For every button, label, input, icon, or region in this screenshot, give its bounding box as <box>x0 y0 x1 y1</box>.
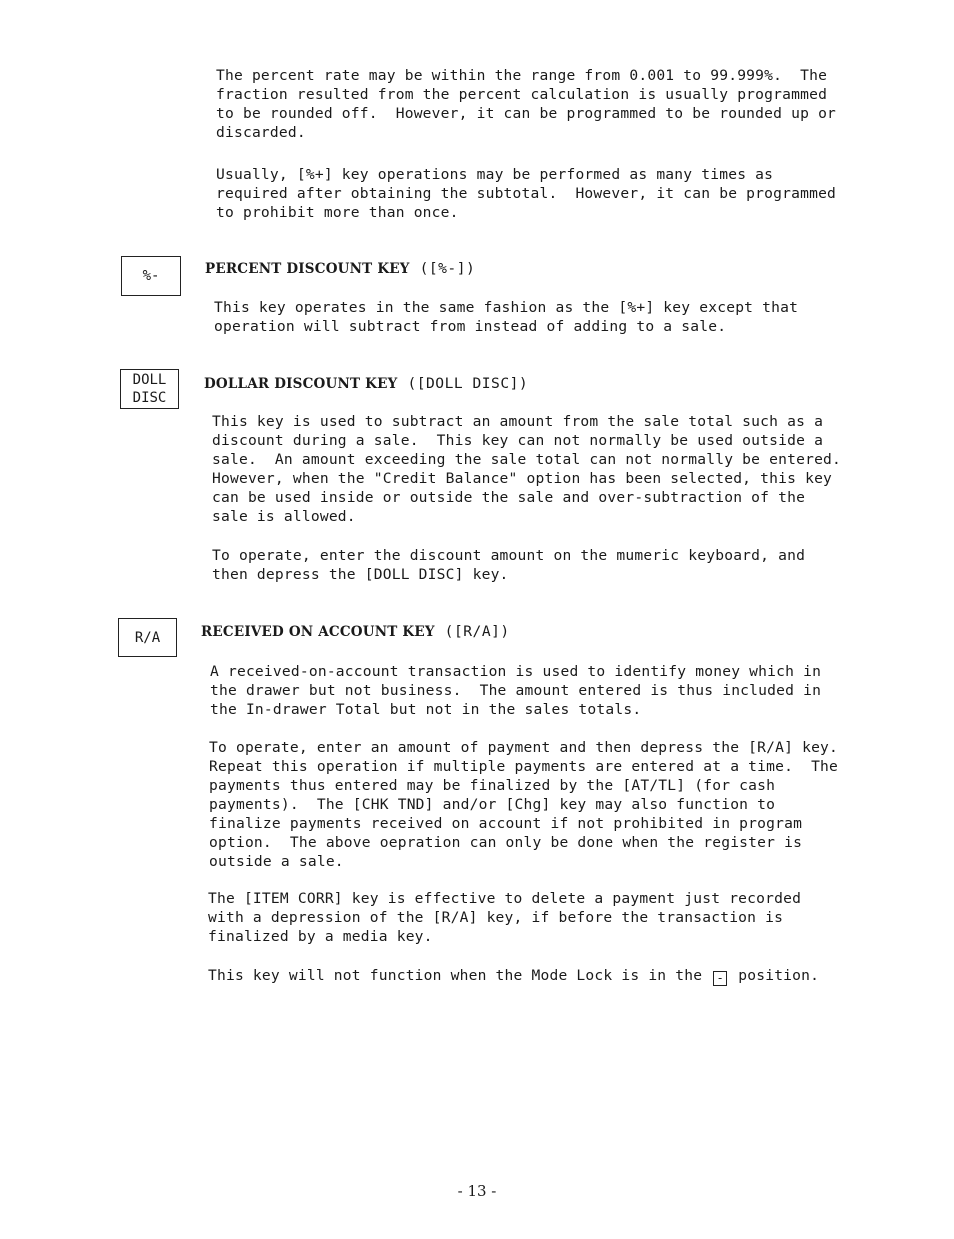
mode-lock-text-before: This key will not function when the Mode Lock is in the <box>208 967 703 984</box>
percent-discount-heading-key: ([%-]) <box>419 260 476 277</box>
dollar-discount-key-icon: DOLL DISC <box>120 369 179 409</box>
received-on-account-paragraph-2: To operate, enter an amount of payment and then depress the [R/A] key. Repeat this operation if multiple payments are entered at a time. The payments thus entered may be finalized by the [AT/TL] (for cash payments). The [CHK TND] and/or [Chg] key may also function to finalize payments received on account if not prohibited in program option. The above oepration can only be done when the register is outside a sale. <box>209 739 839 870</box>
intro-paragraph-2: Usually, [%+] key operations may be performed as many times as required after obtaining the subtotal. However, it can be programmed to prohibit more than once. <box>216 166 837 221</box>
received-on-account-paragraph-1: A received-on-account transaction is used to identify money which in the drawer but not business. The amount entered is thus included in the In-drawer Total but not in the sales totals. <box>210 663 822 718</box>
mode-lock-text-after: position. <box>738 967 820 984</box>
received-on-account-paragraph-4 <box>208 966 819 986</box>
dollar-discount-heading-title: DOLLAR DISCOUNT KEY <box>204 376 398 392</box>
received-on-account-paragraph-3: The [ITEM CORR] key is effective to delete a payment just recorded with a depression of the [R/A] key, if before the transaction is finalized by a media key. <box>208 890 802 945</box>
received-on-account-key-icon: R/A <box>118 618 177 657</box>
dollar-discount-paragraph-2: To operate, enter the discount amount on the mumeric keyboard, and then depress the [DOLL DISC] key. <box>212 547 806 583</box>
page-number: - 13 - <box>457 1182 497 1200</box>
percent-discount-heading-title: PERCENT DISCOUNT KEY <box>205 261 410 277</box>
intro-paragraph-1: The percent rate may be within the range from 0.001 to 99.999%. The fraction resulted from the percent calculation is usually programmed to be rounded off. However, it can be programmed to be rounded up or discarded. <box>216 67 837 141</box>
percent-discount-key-icon: %- <box>121 256 181 296</box>
mode-lock-minus-icon: - <box>713 971 727 986</box>
percent-discount-paragraph-1: This key operates in the same fashion as the [%+] key except that operation will subtract from instead of adding to a sale. <box>214 299 799 335</box>
dollar-discount-paragraph-1: This key is used to subtract an amount from the sale total such as a discount during a sale. This key can not normally be used outside a sale. An amount exceeding the sale total can not normally be entered. However, when the "Credit Balance" option has been selected, this key can be used inside or outside the sale and over-subtraction of the sale is allowed. <box>212 413 842 525</box>
dollar-discount-heading <box>204 374 528 394</box>
percent-discount-heading <box>205 259 475 279</box>
received-on-account-heading-key: ([R/A]) <box>444 623 510 640</box>
dollar-discount-heading-key: ([DOLL DISC]) <box>407 375 529 392</box>
received-on-account-heading-title: RECEIVED ON ACCOUNT KEY <box>201 624 435 640</box>
received-on-account-heading <box>201 622 510 642</box>
